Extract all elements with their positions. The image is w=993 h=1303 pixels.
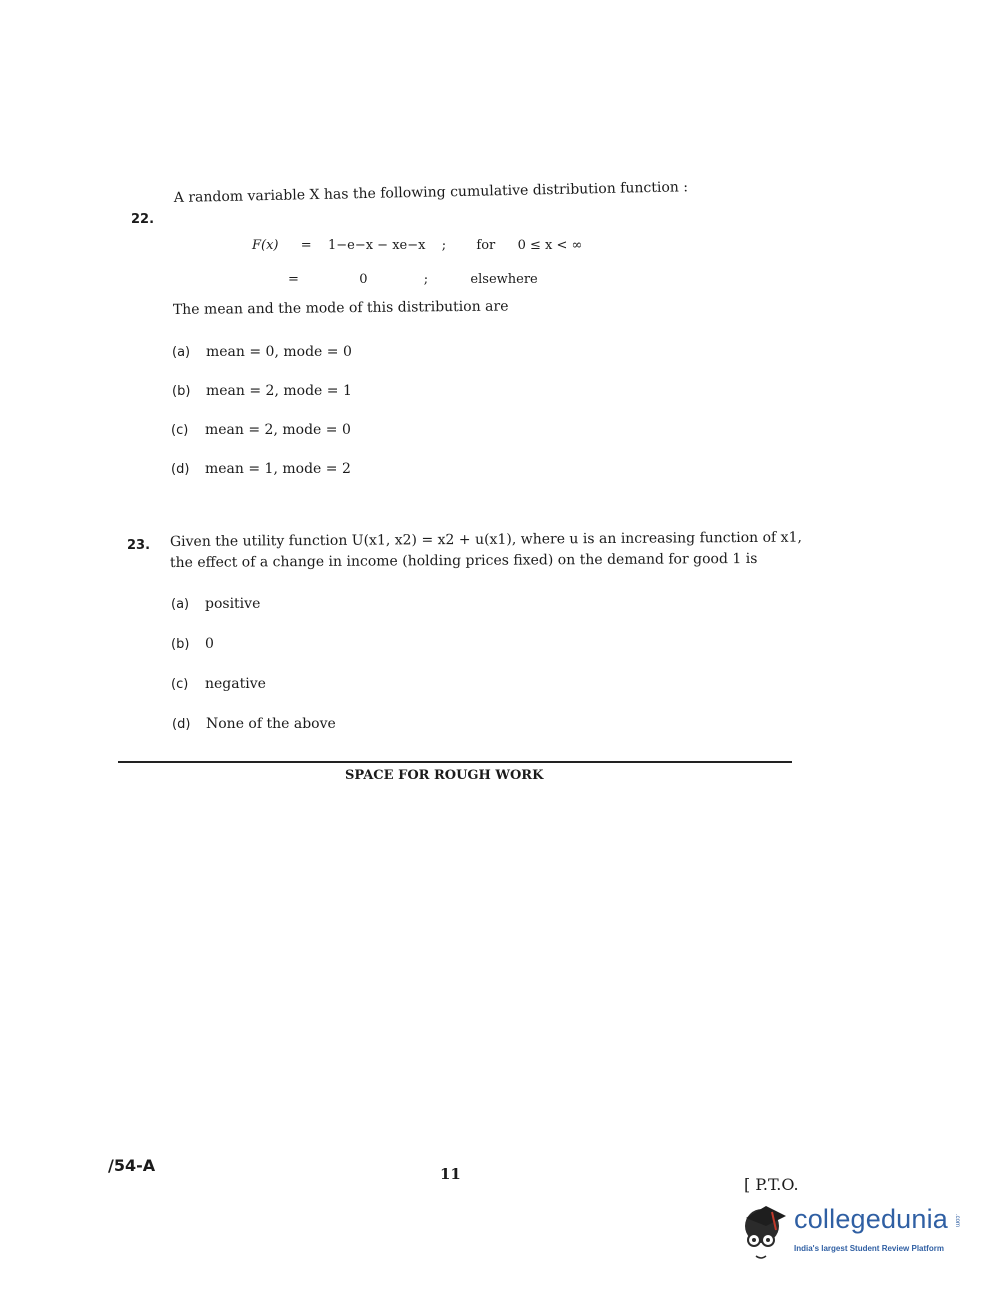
page-number: 11 xyxy=(440,1165,461,1183)
condition-elsewhere: elsewhere xyxy=(470,272,538,287)
option-d[interactable] xyxy=(172,716,336,732)
question-stem-line-1: Given the utility function U(x1, x2) = x2 + u(x1), where u is an increasing function of x1, xyxy=(169,529,802,550)
option-text: mean = 2, mode = 0 xyxy=(205,422,351,438)
option-label: (a) xyxy=(172,345,191,360)
option-label: (a) xyxy=(171,597,190,612)
condition-range: 0 ≤ x < ∞ xyxy=(517,238,583,253)
option-text: mean = 2, mode = 1 xyxy=(206,383,352,399)
equation-separator: ; xyxy=(423,272,429,287)
option-text: positive xyxy=(205,596,261,612)
pto-marker: [ P.T.O. xyxy=(744,1175,799,1194)
equals-sign: = xyxy=(300,238,312,253)
equation-line-1 xyxy=(252,238,582,253)
mascot-icon xyxy=(736,1200,794,1264)
option-a[interactable] xyxy=(171,596,260,612)
option-a[interactable] xyxy=(172,344,352,360)
option-label: (c) xyxy=(171,677,189,692)
question-prompt: The mean and the mode of this distribution are xyxy=(172,298,509,318)
condition-for: for xyxy=(476,238,496,253)
rough-work-heading: SPACE FOR ROUGH WORK xyxy=(345,768,544,783)
option-d[interactable] xyxy=(171,461,351,477)
question-stem-line-2: the effect of a change in income (holding prices fixed) on the demand for good 1 is xyxy=(169,550,758,571)
equation-separator: ; xyxy=(441,238,447,253)
logo-suffix: .com xyxy=(954,1214,960,1228)
stem-text: A random variable X has the following cumulative distribution function : xyxy=(173,179,689,206)
option-b[interactable] xyxy=(171,636,214,652)
option-b[interactable] xyxy=(172,383,352,399)
option-text: None of the above xyxy=(206,716,336,732)
option-text: mean = 1, mode = 2 xyxy=(205,461,351,477)
option-text: 0 xyxy=(205,636,214,652)
question-stem xyxy=(174,179,688,206)
option-label: (d) xyxy=(172,717,191,732)
equation-line-2 xyxy=(288,272,538,287)
equation-lhs: F(x) xyxy=(252,238,279,253)
equation-rhs: 0 xyxy=(359,272,368,287)
option-label: (c) xyxy=(171,423,189,438)
option-c[interactable] xyxy=(171,422,351,438)
option-label: (d) xyxy=(171,462,190,477)
equals-sign: = xyxy=(288,272,299,287)
collegedunia-logo xyxy=(736,1200,966,1270)
logo-tagline: India's largest Student Review Platform xyxy=(794,1244,944,1253)
paper-code: /54-A xyxy=(108,1156,156,1175)
option-text: mean = 0, mode = 0 xyxy=(206,344,352,360)
section-divider xyxy=(118,761,792,763)
option-label: (b) xyxy=(171,637,190,652)
option-c[interactable] xyxy=(171,676,266,692)
option-text: negative xyxy=(205,676,266,692)
question-number: 23. xyxy=(127,538,151,553)
option-label: (b) xyxy=(172,384,191,399)
equation-rhs: 1−e−x − xe−x xyxy=(327,238,426,253)
logo-name: collegedunia xyxy=(794,1204,949,1234)
question-number: 22. xyxy=(131,212,155,227)
